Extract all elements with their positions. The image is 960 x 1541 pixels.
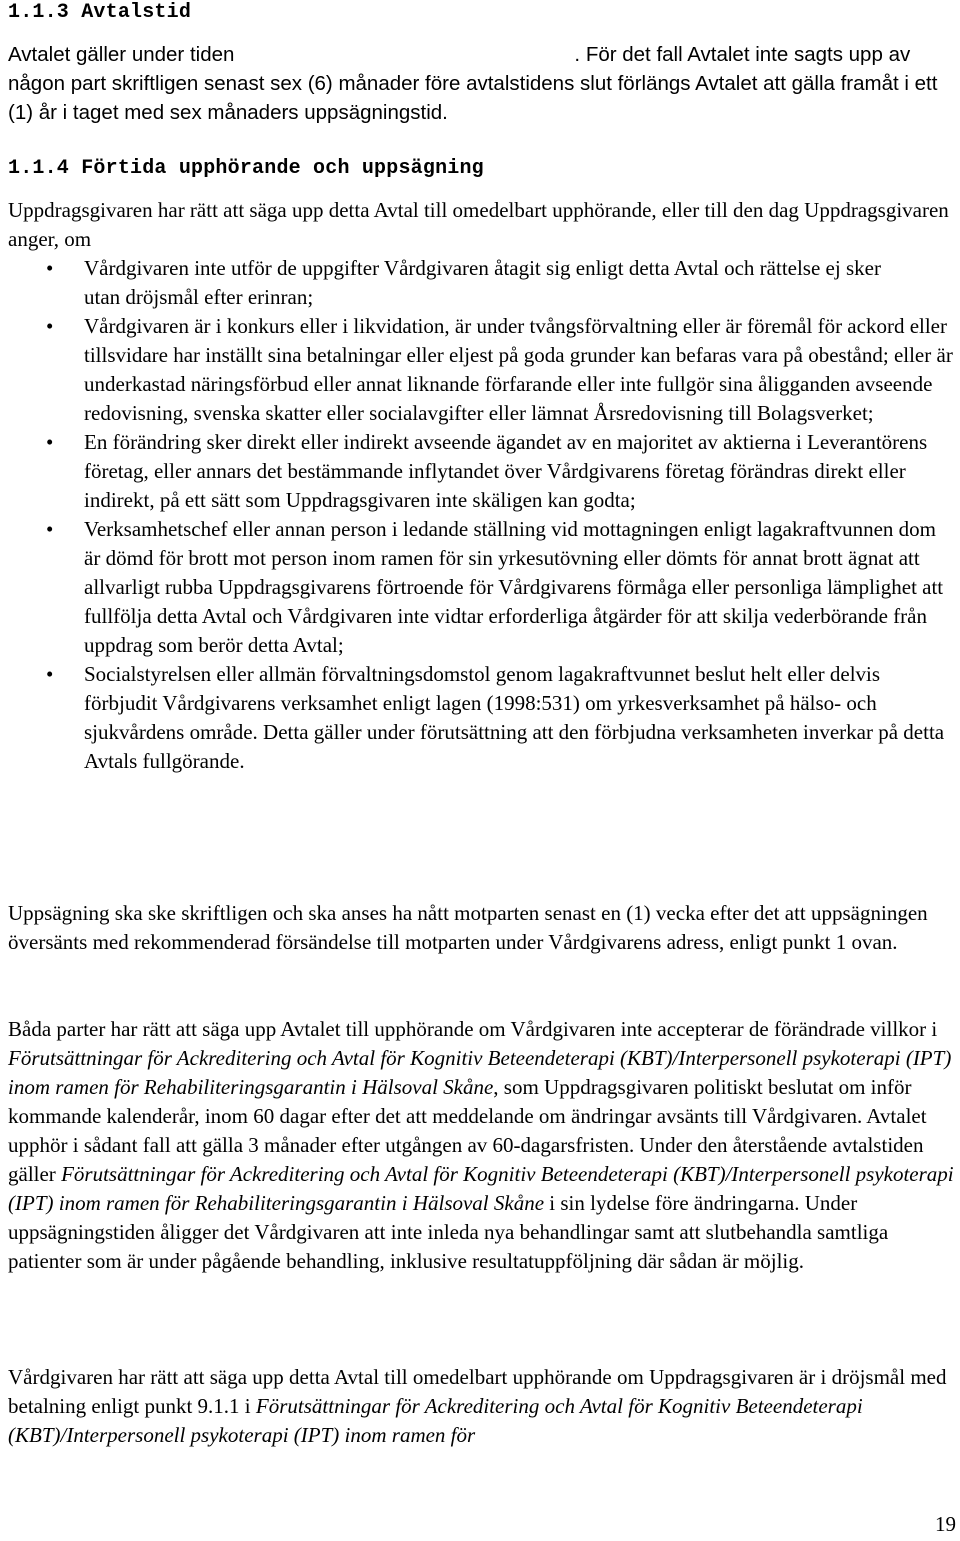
provider-termination-text: Vårdgivaren har rätt att säga upp detta Avtal till omedelbart upphörande om Uppdragsgivaren är i dröjsmål med betalning enligt punkt 9.1.1 i xyxy=(8,1365,947,1418)
avtalstid-text-start: Avtalet gäller under tiden xyxy=(8,43,235,66)
page-number: 19 xyxy=(935,1512,956,1536)
notice-paragraph: Uppsägning ska ske skriftligen och ska anses ha nått motparten senast en (1) vecka efter det att uppsägningen översänts med rekommenderad försändelse till motparten under Vårdgivarens adress, enligt punkt 1 ovan. xyxy=(8,901,928,954)
avtalstid-text-mid: . För det fall Avtalet inte sagts upp xyxy=(574,43,883,66)
termination-intro: Uppdragsgivaren har rätt att säga upp detta Avtal till omedelbart upphörande, eller till den dag Uppdragsgivaren anger, om xyxy=(8,198,949,251)
avtalstid-text-end: av någon part skriftligen senast sex (6) månader före avtalstidens slut förlängs Avtalet att gälla framåt i ett (1) år i taget med sex månaders uppsägningstid. xyxy=(8,43,938,124)
list-item: • Vårdgivaren är i konkurs eller i likvidation, är under tvångsförvaltning eller är föremål för ackord eller tillsvidare har inställt sina betalningar eller eljest på goda grunder kan befaras vara på obestånd; eller är underkastad näringsförbud eller annat liknande förfarande eller inte fullgör sina åligganden avseende redovisning, svenska skatter eller socialavgifter eller lämnat Årsredovisning till Bolagsverket; xyxy=(8,312,960,428)
section-heading-avtalstid: 1.1.3 Avtalstid xyxy=(8,1,192,24)
list-item: • En förändring sker direkt eller indirekt avseende ägandet av en majoritet av aktierna i Leverantörens företag, eller annars det bestämmande inflytandet över Vårdgivarens företag förändras direkt eller indirekt, på ett sätt som Uppdragsgivaren inte skäligen kan godta; xyxy=(8,428,960,515)
mutual-termination-paragraph xyxy=(8,1015,960,1276)
mutual-termination-text-2: , som Uppdragsgivaren politiskt beslutat om inför kommande kalenderår, inom 60 dagar efter det att meddelande om ändringar avsänts till Vårdgivaren. Avtalet upphör i sådant fall att gälla 3 månader efter utgången av 60-dagarsfristen. Under den återstående avtalstiden gäller xyxy=(8,1075,927,1186)
mutual-termination-text-3: i sin lydelse före ändringarna. Under uppsägningstiden åligger det Vårdgivaren att inte inleda nya behandlingar samt att slutbehandla samtliga patienter som är under pågående behandling, inklusive resultatuppföljning där sådan är möjlig. xyxy=(8,1191,889,1273)
avtalstid-paragraph xyxy=(8,40,960,127)
provider-termination-doc-title: Förutsättningar för Ackreditering och Avtal för Kognitiv Beteendeterapi (KBT)/Interpersonell psykoterapi (IPT) inom ramen för xyxy=(8,1394,863,1447)
mutual-termination-doc-title-2: Förutsättningar för Ackreditering och Avtal för Kognitiv Beteendeterapi (KBT)/Interpersonell psykoterapi (IPT) inom ramen för Rehabiliteringsgarantin i Hälsoval Skåne xyxy=(8,1162,954,1215)
mutual-termination-doc-title-1: Förutsättningar för Ackreditering och Avtal för Kognitiv Beteendeterapi (KBT)/Interpersonell psykoterapi (IPT) inom ramen för Rehabiliteringsgarantin i Hälsoval Skåne xyxy=(8,1046,952,1099)
list-item: • Verksamhetschef eller annan person i ledande ställning vid mottagningen enligt lagakraftvunnen dom är dömd för brott mot person inom ramen för sin yrkesutövning eller dömts för annat brott ägnat att allvarligt rubba Uppdragsgivarens förtroende för Vårdgivarens förmåga eller personliga lämplighet att fullfölja detta Avtal och Vårdgivaren inte vidtar erforderliga åtgärder för att skilja vederbörande från uppdrag som berör detta Avtal; xyxy=(8,515,960,660)
list-item: • Vårdgivaren inte utför de uppgifter Vårdgivaren åtagit sig enligt detta Avtal och rättelse ej sker utan dröjsmål efter erinran; xyxy=(8,254,960,312)
provider-termination-paragraph xyxy=(8,1363,948,1450)
termination-grounds-list xyxy=(8,254,960,776)
list-item: • Socialstyrelsen eller allmän förvaltningsdomstol genom lagakraftvunnet beslut helt eller delvis förbjudit Vårdgivarens verksamhet enligt lagen (1998:531) om yrkesverksamhet på hälso- och sjukvårdens område. Detta gäller under förutsättning att den förbjudna verksamheten inverkar på detta Avtals fullgörande. xyxy=(8,660,960,776)
mutual-termination-text-1: Båda parter har rätt att säga upp Avtalet till upphörande om Vårdgivaren inte accepterar de förändrade villkor i xyxy=(8,1017,938,1041)
section-heading-fortida-upphorande: 1.1.4 Förtida upphörande och uppsägning xyxy=(8,157,484,180)
